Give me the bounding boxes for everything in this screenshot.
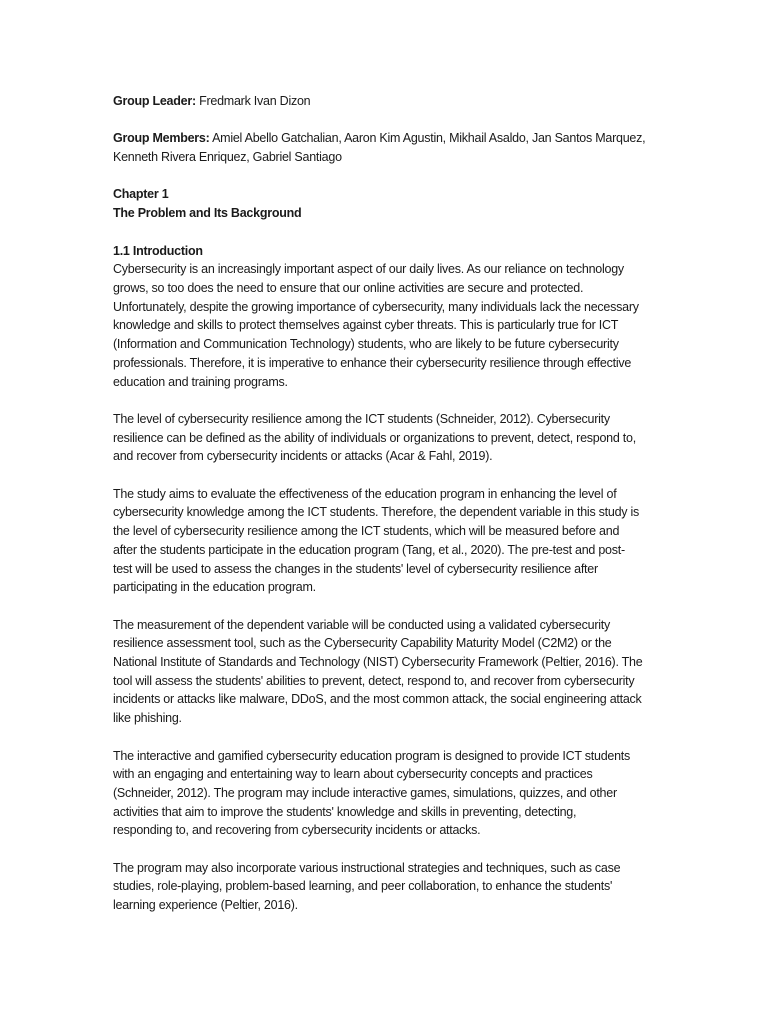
paragraph bbox=[113, 410, 683, 466]
paragraph bbox=[113, 747, 683, 841]
paragraph-line: responding to, and recovering from cybersecurity incidents or attacks. bbox=[113, 823, 481, 838]
group-leader-line bbox=[113, 92, 683, 111]
paragraph bbox=[113, 859, 683, 915]
paragraph-line: knowledge and skills to protect themselves against cyber threats. This is particularly true for ICT bbox=[113, 318, 619, 333]
paragraph bbox=[113, 260, 683, 391]
paragraph-line: the level of cybersecurity resilience among the ICT students, which will be measured before and bbox=[113, 524, 620, 539]
group-leader-name: Fredmark Ivan Dizon bbox=[199, 94, 311, 108]
paragraph-line: resilience can be defined as the ability of individuals or organizations to prevent, detect, respond to, bbox=[113, 430, 636, 445]
paragraph-line: Unfortunately, despite the growing importance of cybersecurity, many individuals lack the necessary bbox=[113, 299, 639, 314]
paragraph-line: grows, so too does the need to ensure that our online activities are secure and protected. bbox=[113, 280, 584, 295]
spacer bbox=[113, 840, 683, 859]
paragraph-line: The program may also incorporate various instructional strategies and techniques, such as case bbox=[113, 860, 621, 875]
paragraph-line: resilience assessment tool, such as the Cybersecurity Capability Maturity Model (C2M2) or the bbox=[113, 636, 612, 651]
section-heading: 1.1 Introduction bbox=[113, 243, 203, 258]
paragraph-line: (Schneider, 2012). The program may include interactive games, simulations, quizzes, and other bbox=[113, 785, 617, 800]
spacer bbox=[113, 391, 683, 410]
paragraph-line: studies, role-playing, problem-based learning, and peer collaboration, to enhance the students' bbox=[113, 879, 613, 894]
paragraph-line: National Institute of Standards and Technology (NIST) Cybersecurity Framework (Peltier, 2016). The bbox=[113, 655, 643, 669]
group-members-label: Group Members: bbox=[113, 131, 210, 146]
paragraph-line: cybersecurity knowledge among the ICT students. Therefore, the dependent variable in this study is bbox=[113, 505, 640, 520]
group-members-line bbox=[113, 129, 683, 148]
paragraph-line: like phishing. bbox=[113, 711, 182, 726]
chapter-number: Chapter 1 bbox=[113, 187, 169, 202]
group-members-names-2: Kenneth Rivera Enriquez, Gabriel Santiago bbox=[113, 150, 342, 165]
spacer bbox=[113, 167, 683, 186]
paragraph-line: and recover from cybersecurity incidents or attacks (Acar & Fahl, 2019). bbox=[113, 449, 493, 464]
spacer bbox=[113, 223, 683, 242]
paragraph-line: professionals. Therefore, it is imperative to enhance their cybersecurity resilience through effective bbox=[113, 355, 632, 370]
spacer bbox=[113, 597, 683, 616]
paragraph-line: The measurement of the dependent variable will be conducted using a validated cybersecurity bbox=[113, 617, 611, 632]
spacer bbox=[113, 728, 683, 747]
document-body bbox=[113, 92, 683, 915]
spacer bbox=[113, 466, 683, 485]
paragraph-line: learning experience (Peltier, 2016). bbox=[113, 898, 298, 913]
paragraph-line: The interactive and gamified cybersecurity education program is designed to provide ICT students bbox=[113, 748, 631, 763]
paragraph bbox=[113, 616, 683, 728]
paragraph bbox=[113, 485, 683, 597]
paragraph-line: participating in the education program. bbox=[113, 580, 316, 595]
paragraph-line: (Information and Communication Technology) students, who are likely to be future cybersecurity bbox=[113, 337, 619, 352]
paragraph-line: tool will assess the students' abilities to prevent, detect, respond to, and recover from cybersecurity bbox=[113, 673, 635, 688]
chapter-title: The Problem and Its Background bbox=[113, 206, 302, 221]
paragraph-line: The level of cybersecurity resilience among the ICT students (Schneider, 2012). Cybersecurity bbox=[113, 411, 610, 426]
paragraph-line: test will be used to assess the changes in the students' level of cybersecurity resilience after bbox=[113, 561, 598, 576]
paragraph-line: education and training programs. bbox=[113, 374, 288, 389]
paragraph-line: with an engaging and entertaining way to learn about cybersecurity concepts and practices bbox=[113, 767, 593, 782]
paragraph-line: after the students participate in the education program (Tang, et al., 2020). The pre-test and post- bbox=[113, 542, 625, 557]
group-members-names-1: Amiel Abello Gatchalian, Aaron Kim Agustin, Mikhail Asaldo, Jan Santos Marquez, bbox=[212, 131, 646, 146]
paragraph-line: The study aims to evaluate the effectiveness of the education program in enhancing the level of bbox=[113, 486, 617, 501]
spacer bbox=[113, 111, 683, 130]
paragraph-line: Cybersecurity is an increasingly important aspect of our daily lives. As our reliance on technology bbox=[113, 262, 624, 277]
paragraph-line: incidents or attacks like malware, DDoS, and the most common attack, the social engineering attack bbox=[113, 692, 642, 707]
group-leader-label: Group Leader: bbox=[113, 94, 196, 108]
paragraph-line: activities that aim to improve the students' knowledge and skills in preventing, detecting, bbox=[113, 804, 577, 819]
